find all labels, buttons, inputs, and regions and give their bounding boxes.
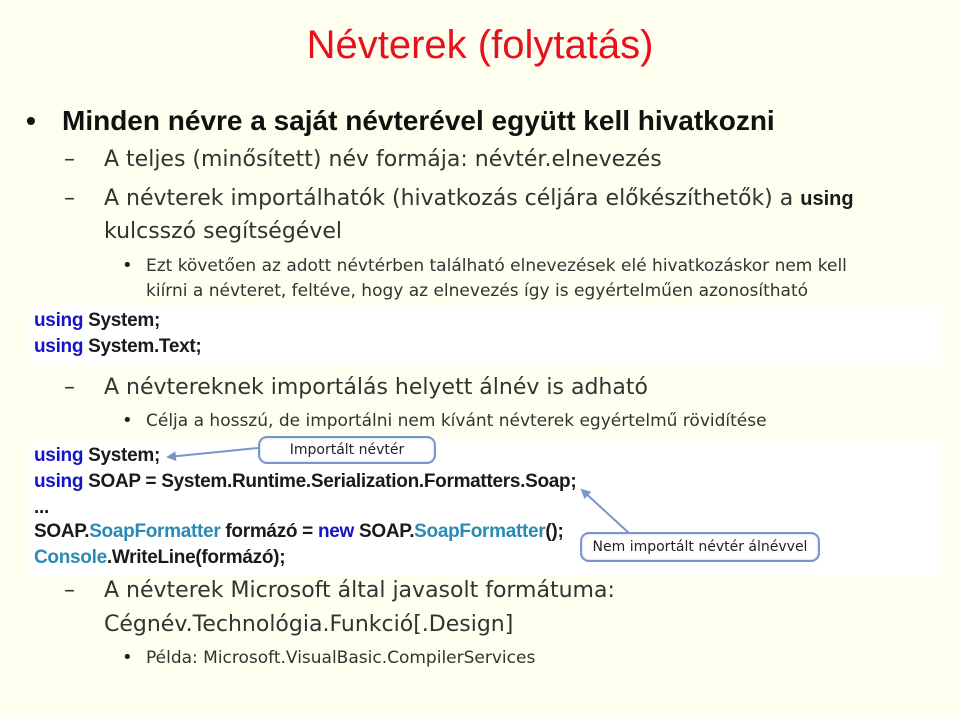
sub-bullet-alias: A névtereknek importálás helyett álnév is adható <box>104 375 648 400</box>
bullet-dot: • <box>122 647 133 668</box>
code-line: Console.WriteLine(formázó); <box>34 547 286 568</box>
callout-alias-namespace: Nem importált névtér álnévvel <box>580 532 820 562</box>
code-line: SOAP.SoapFormatter formázó = new SOAP.SoapFormatter(); <box>34 521 564 542</box>
sub-bullet-format-line1: A névterek Microsoft által javasolt formátuma: <box>104 578 615 603</box>
bullet-main-text: Minden névre a saját névterével együtt kell hivatkozni <box>62 105 775 136</box>
dash-marker: – <box>64 147 75 172</box>
bullet-dot: • <box>122 410 133 431</box>
sub-bullet-import-cont: kulcsszó segítségével <box>104 219 343 244</box>
dash-marker: – <box>64 186 75 211</box>
code-line: using System; <box>34 445 160 466</box>
format-example: Példa: Microsoft.VisualBasic.CompilerServices <box>146 648 536 668</box>
sub-bullet-import <box>104 186 854 211</box>
bullet-dot: • <box>26 105 36 136</box>
dash-marker: – <box>64 578 75 603</box>
code-line: ... <box>34 497 49 518</box>
code-line: using System; <box>34 310 160 331</box>
using-keyword: using <box>800 188 854 210</box>
sub-bullet-import-text: A névterek importálhatók (hivatkozás céljára előkészíthetők) a <box>104 186 794 211</box>
slide-title: Névterek (folytatás) <box>306 23 654 67</box>
import-explanation-line1: Ezt követően az adott névtérben található elnevezések elé hivatkozáskor nem kell <box>146 256 847 276</box>
dash-marker: – <box>64 375 75 400</box>
alias-explanation: Célja a hosszú, de importálni nem kívánt névterek egyértelmű rövidítése <box>146 411 767 431</box>
sub-bullet-qualified-name: A teljes (minősített) név formája: névtér.elnevezés <box>104 147 662 172</box>
import-explanation-line2: kiírni a névteret, feltéve, hogy az elnevezés így is egyértelműen azonosítható <box>146 281 809 301</box>
callout-imported-namespace: Importált névtér <box>258 436 436 464</box>
code-line: using System.Text; <box>34 336 202 357</box>
code-line: using SOAP = System.Runtime.Serialization.Formatters.Soap; <box>34 471 577 492</box>
bullet-dot: • <box>122 255 133 276</box>
sub-bullet-format-line2: Cégnév.Technológia.Funkció[.Design] <box>104 612 514 637</box>
